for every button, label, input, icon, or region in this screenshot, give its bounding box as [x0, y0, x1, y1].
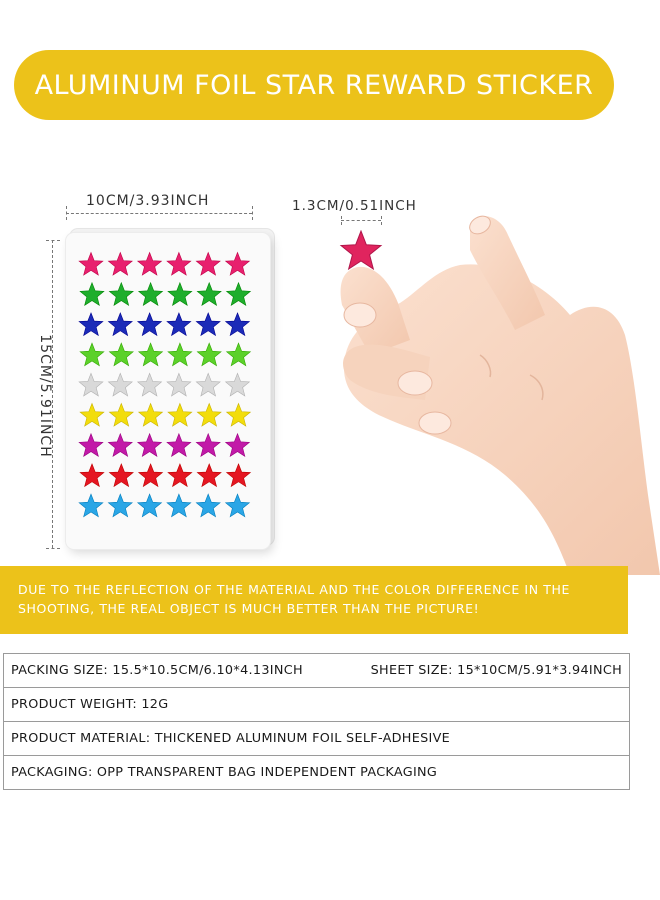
sticker-star-icon: [196, 373, 220, 396]
sticker-star-icon: [167, 313, 191, 336]
sheet-width-tick-right: [252, 206, 253, 220]
sticker-star-icon: [79, 373, 103, 396]
sticker-star-icon: [227, 464, 251, 487]
sticker-star-icon: [196, 494, 220, 517]
sticker-star-icon: [109, 343, 133, 366]
sticker-star-icon: [168, 283, 192, 306]
sticker-star-icon: [196, 253, 220, 276]
spec-row-weight: [4, 688, 629, 722]
spec-table: [3, 653, 630, 790]
sticker-star-icon: [139, 464, 163, 487]
sticker-star-icon: [139, 343, 163, 366]
product-weight: PRODUCT WEIGHT: 12G: [11, 697, 169, 712]
product-material: PRODUCT MATERIAL: THICKENED ALUMINUM FOIL SELF-ADHESIVE: [11, 731, 451, 746]
sheet-width-line: [66, 213, 252, 214]
spec-row-size: [4, 654, 629, 688]
sticker-star-icon: [139, 283, 163, 306]
sticker-star-icon: [167, 494, 191, 517]
star-on-finger-icon: [338, 230, 384, 274]
sticker-star-icon: [168, 464, 192, 487]
sticker-star-icon: [109, 464, 133, 487]
sticker-star-icon: [108, 313, 132, 336]
sticker-star-icon: [108, 494, 132, 517]
sticker-star-icon: [108, 434, 132, 457]
sticker-star-icon: [79, 313, 103, 336]
sheet-size: SHEET SIZE: 15*10CM/5.91*3.94INCH: [370, 663, 622, 678]
sticker-star-icon: [79, 494, 103, 517]
sheet-width-tick-left: [66, 206, 67, 220]
sticker-star-icon: [79, 253, 103, 276]
sticker-star-icon: [196, 313, 220, 336]
sticker-star-icon: [168, 343, 192, 366]
sticker-star-icon: [168, 404, 192, 427]
packaging: PACKAGING: OPP TRANSPARENT BAG INDEPENDENT PACKAGING: [11, 765, 438, 780]
sticker-star-icon: [80, 404, 104, 427]
sticker-star-icon: [138, 253, 162, 276]
notice-line-2: SHOOTING, THE REAL OBJECT IS MUCH BETTER THAN THE PICTURE!: [18, 601, 480, 616]
sticker-star-icon: [226, 373, 250, 396]
packing-size: PACKING SIZE: 15.5*10.5CM/6.10*4.13INCH: [11, 663, 303, 678]
sticker-star-icon: [138, 494, 162, 517]
sticker-star-icon: [109, 404, 133, 427]
sheet-height-tick-top: [46, 240, 60, 241]
sticker-star-icon: [108, 373, 132, 396]
sticker-star-icon: [227, 343, 251, 366]
sheet-height-line: [52, 240, 53, 548]
sticker-star-icon: [79, 434, 103, 457]
sheet-height-label: 15CM/5.91INCH: [37, 334, 53, 458]
sticker-star-icon: [167, 434, 191, 457]
spec-row-material: [4, 722, 629, 756]
sticker-star-icon: [138, 313, 162, 336]
sticker-star-icon: [197, 343, 221, 366]
star-grid: [76, 251, 260, 541]
notice-line-1: DUE TO THE REFLECTION OF THE MATERIAL AND THE COLOR DIFFERENCE IN THE: [18, 582, 570, 597]
sticker-star-icon: [197, 404, 221, 427]
sticker-star-icon: [197, 464, 221, 487]
sheet-height-tick-bottom: [46, 548, 60, 549]
star-size-label: 1.3CM/0.51INCH: [292, 198, 417, 214]
notice-band: [0, 566, 628, 634]
sticker-star-icon: [197, 283, 221, 306]
sticker-star-icon: [138, 373, 162, 396]
sheet-width-label: 10CM/3.93INCH: [86, 193, 210, 209]
sticker-star-icon: [80, 283, 104, 306]
sticker-star-icon: [139, 404, 163, 427]
sticker-star-icon: [196, 434, 220, 457]
sticker-star-icon: [167, 253, 191, 276]
sticker-star-icon: [167, 373, 191, 396]
sticker-star-icon: [138, 434, 162, 457]
title-banner: [14, 50, 614, 120]
sticker-star-icon: [226, 494, 250, 517]
sticker-star-icon: [108, 253, 132, 276]
sticker-star-icon: [227, 283, 251, 306]
sticker-star-icon: [109, 283, 133, 306]
sticker-sheet: [66, 233, 270, 549]
sticker-star-icon: [227, 404, 251, 427]
banner-title: ALUMINUM FOIL STAR REWARD STICKER: [34, 69, 594, 101]
sticker-star-icon: [226, 434, 250, 457]
sticker-star-icon: [80, 343, 104, 366]
spec-row-packaging: [4, 756, 629, 790]
sticker-star-icon: [226, 313, 250, 336]
sticker-star-icon: [80, 464, 104, 487]
sticker-star-icon: [226, 253, 250, 276]
